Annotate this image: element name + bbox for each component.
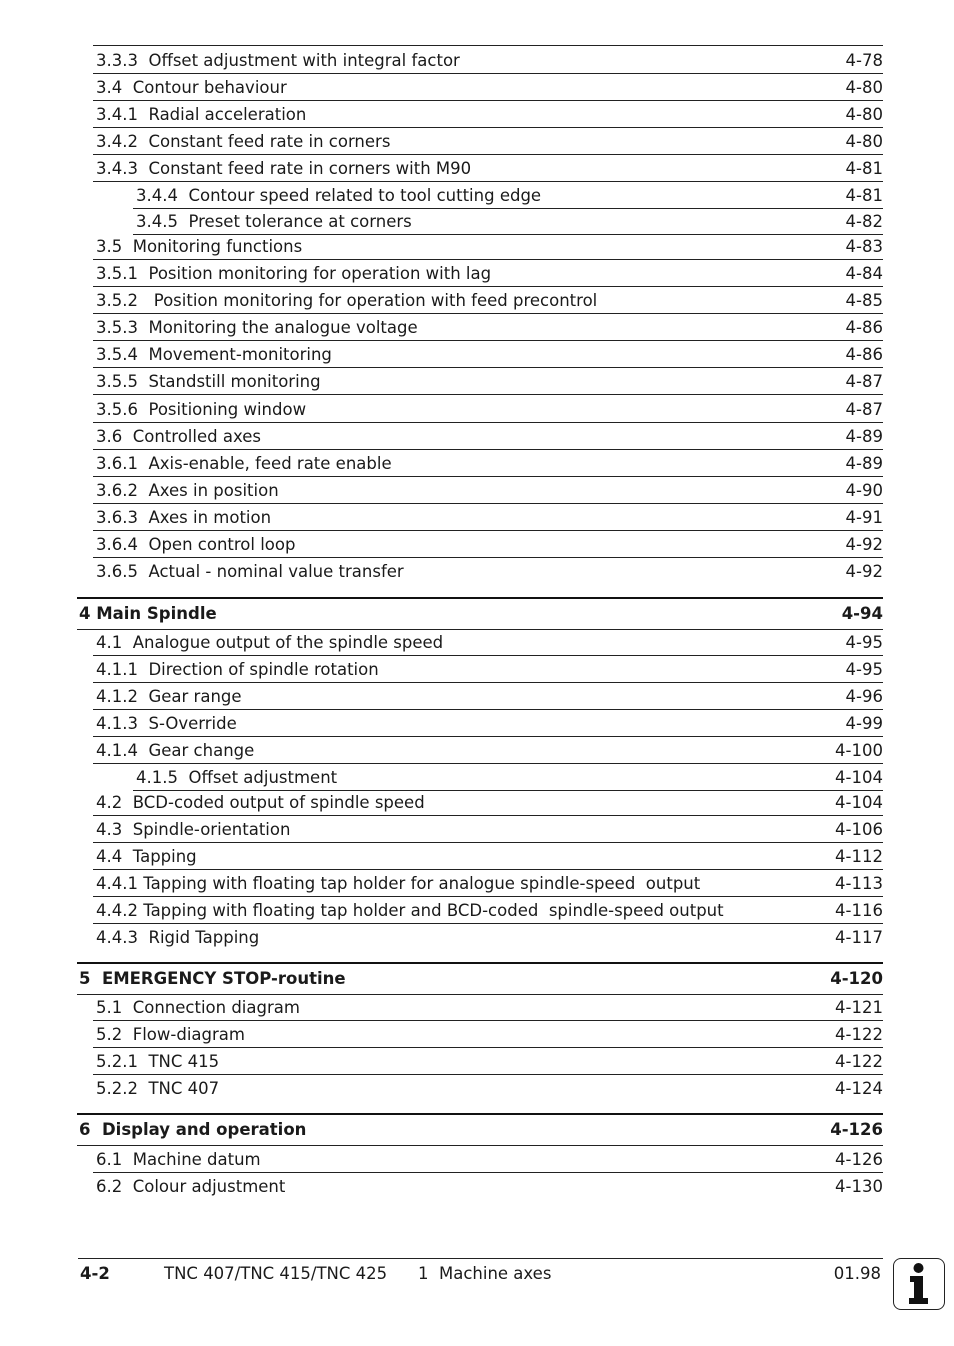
toc-entry-page: 4-95 [845,632,883,652]
toc-entry-page: 4-104 [835,767,883,787]
toc-entry-page: 4-122 [835,1051,883,1071]
toc-entry-title: 4.4 Tapping [96,846,197,866]
toc-entry-title: 4.4.2 Tapping with floating tap holder and BCD-coded spindle-speed output [96,900,724,920]
toc-entry-title: 4.1.5 Offset adjustment [136,767,338,787]
footer-chapter: 1 Machine axes [418,1264,552,1283]
toc-entry-title: 3.4.4 Contour speed related to tool cutting edge [136,185,542,205]
toc-entry-title: 6.1 Machine datum [96,1149,261,1169]
toc-entry-page: 4-81 [845,158,883,178]
toc-row[interactable] [93,1172,883,1199]
toc-entry-page: 4-100 [835,740,883,760]
toc-row[interactable] [93,127,883,155]
toc-entry-title: 4.1.3 S-Override [96,713,237,733]
toc-entry-page: 4-99 [845,713,883,733]
toc-row[interactable] [93,557,883,584]
footer-date: 01.98 [833,1264,881,1283]
toc-entry-page: 4-95 [845,659,883,679]
toc-chapter-row[interactable] [77,597,883,630]
toc-entry-title: 3.5 Monitoring functions [96,236,303,256]
toc-entry-page: 4-86 [845,344,883,364]
toc-entry-title: 3.6 Controlled axes [96,426,261,446]
toc-entry-page: 4-89 [845,426,883,446]
toc-entry-title: 3.3.3 Offset adjustment with integral factor [96,50,460,70]
toc-row[interactable] [133,207,883,235]
toc-row[interactable] [93,1074,883,1101]
toc-entry-title: 3.5.6 Positioning window [96,399,307,419]
toc-entry-page: 4-82 [845,211,883,231]
toc-row[interactable] [93,923,883,950]
toc-entry-page: 4-78 [845,50,883,70]
toc-row[interactable] [133,181,883,209]
toc-entry-page: 4-92 [845,534,883,554]
toc-row[interactable] [93,1145,883,1173]
toc-entry-page: 4-92 [845,561,883,581]
toc-entry-title: 3.4.2 Constant feed rate in corners [96,131,391,151]
toc-entry-page: 4-120 [830,968,883,988]
toc-row[interactable] [93,530,883,558]
toc-entry-title: 3.4.1 Radial acceleration [96,104,307,124]
toc-row[interactable] [93,100,883,128]
toc-entry-page: 4-106 [835,819,883,839]
toc-row[interactable] [93,259,883,287]
toc-entry-title: 5.2 Flow-diagram [96,1024,245,1044]
toc-entry-page: 4-116 [835,900,883,920]
toc-entry-page: 4-80 [845,77,883,97]
toc-row[interactable] [93,340,883,368]
toc-entry-title: 6.2 Colour adjustment [96,1176,286,1196]
toc-row[interactable] [93,367,883,395]
toc-row[interactable] [93,46,883,74]
toc-row[interactable] [93,1047,883,1075]
toc-row[interactable] [93,736,883,764]
footer-product: TNC 407/TNC 415/TNC 425 [164,1264,388,1283]
toc-row[interactable] [93,422,883,450]
toc-row[interactable] [93,788,883,816]
toc-entry-title: 3.6.3 Axes in motion [96,507,272,527]
toc-entry-page: 4-122 [835,1024,883,1044]
toc-entry-title: 6 Display and operation [79,1119,307,1139]
toc-entry-title: 3.4.3 Constant feed rate in corners with M90 [96,158,472,178]
info-glyph [894,1259,943,1308]
toc-entry-title: 4 Main Spindle [79,603,217,623]
toc-entry-page: 4-89 [845,453,883,473]
toc-entry-title: 4.4.1 Tapping with floating tap holder for analogue spindle-speed output [96,873,701,893]
toc-entry-title: 4.1.1 Direction of spindle rotation [96,659,379,679]
toc-entry-page: 4-90 [845,480,883,500]
toc-entry-page: 4-80 [845,104,883,124]
toc-row[interactable] [93,655,883,683]
toc-entry-title: 5.2.2 TNC 407 [96,1078,220,1098]
toc-entry-title: 3.5.4 Movement-monitoring [96,344,332,364]
toc-row[interactable] [93,154,883,182]
toc-row[interactable] [93,232,883,260]
toc-entry-title: 3.5.5 Standstill monitoring [96,371,321,391]
toc-entry-page: 4-126 [835,1149,883,1169]
toc-entry-title: 4.1.4 Gear change [96,740,255,760]
toc-row[interactable] [93,313,883,341]
toc-entry-page: 4-96 [845,686,883,706]
info-icon[interactable] [893,1258,945,1310]
toc-entry-title: 3.4 Contour behaviour [96,77,287,97]
toc-entry-title: 3.5.2 Position monitoring for operation with feed precontrol [96,290,598,310]
toc-entry-page: 4-94 [841,603,883,623]
toc-entry-page: 4-124 [835,1078,883,1098]
toc-entry-title: 3.6.5 Actual - nominal value transfer [96,561,404,581]
toc-row[interactable] [93,682,883,710]
toc-entry-page: 4-85 [845,290,883,310]
toc-entry-page: 4-87 [845,371,883,391]
toc-entry-page: 4-121 [835,997,883,1017]
toc-chapter-row[interactable] [77,1113,883,1146]
toc-entry-title: 4.1.2 Gear range [96,686,242,706]
toc-entry-title: 3.5.1 Position monitoring for operation with lag [96,263,492,283]
toc-entry-title: 4.3 Spindle-orientation [96,819,291,839]
toc-row[interactable] [93,1020,883,1048]
toc-entry-title: 5.2.1 TNC 415 [96,1051,220,1071]
toc-row[interactable] [93,896,883,924]
toc-entry-title: 5 EMERGENCY STOP-routine [79,968,346,988]
toc-entry-page: 4-112 [835,846,883,866]
toc-row[interactable] [93,286,883,314]
toc-entry-page: 4-87 [845,399,883,419]
toc-row[interactable] [93,628,883,656]
toc-entry-title: 4.4.3 Rigid Tapping [96,927,260,947]
toc-entry-title: 3.6.1 Axis-enable, feed rate enable [96,453,392,473]
toc-entry-title: 3.6.2 Axes in position [96,480,279,500]
footer-page-number: 4-2 [80,1264,110,1283]
toc-entry-page: 4-80 [845,131,883,151]
toc-row[interactable] [93,73,883,101]
toc-entry-title: 3.6.4 Open control loop [96,534,296,554]
toc-row[interactable] [93,993,883,1021]
toc-row[interactable] [93,449,883,477]
toc-row[interactable] [133,763,883,791]
toc-entry-page: 4-84 [845,263,883,283]
toc-entry-page: 4-86 [845,317,883,337]
toc-entry-page: 4-130 [835,1176,883,1196]
toc-entry-page: 4-91 [845,507,883,527]
toc-entry-page: 4-117 [835,927,883,947]
toc-row[interactable] [93,503,883,531]
toc-entry-page: 4-113 [835,873,883,893]
toc-row[interactable] [93,395,883,423]
toc-row[interactable] [93,869,883,897]
toc-entry-page: 4-83 [845,236,883,256]
toc-chapter-row[interactable] [77,962,883,995]
toc-row[interactable] [93,709,883,737]
toc-entry-title: 3.5.3 Monitoring the analogue voltage [96,317,418,337]
toc-entry-title: 5.1 Connection diagram [96,997,300,1017]
toc-entry-page: 4-104 [835,792,883,812]
toc-entry-page: 4-81 [845,185,883,205]
toc-row[interactable] [93,476,883,504]
toc-row[interactable] [93,815,883,843]
toc-entry-page: 4-126 [830,1119,883,1139]
toc-entry-title: 4.2 BCD-coded output of spindle speed [96,792,425,812]
page-footer [78,1258,883,1287]
toc-entry-title: 4.1 Analogue output of the spindle speed [96,632,444,652]
toc-row[interactable] [93,842,883,870]
toc-entry-title: 3.4.5 Preset tolerance at corners [136,211,412,231]
